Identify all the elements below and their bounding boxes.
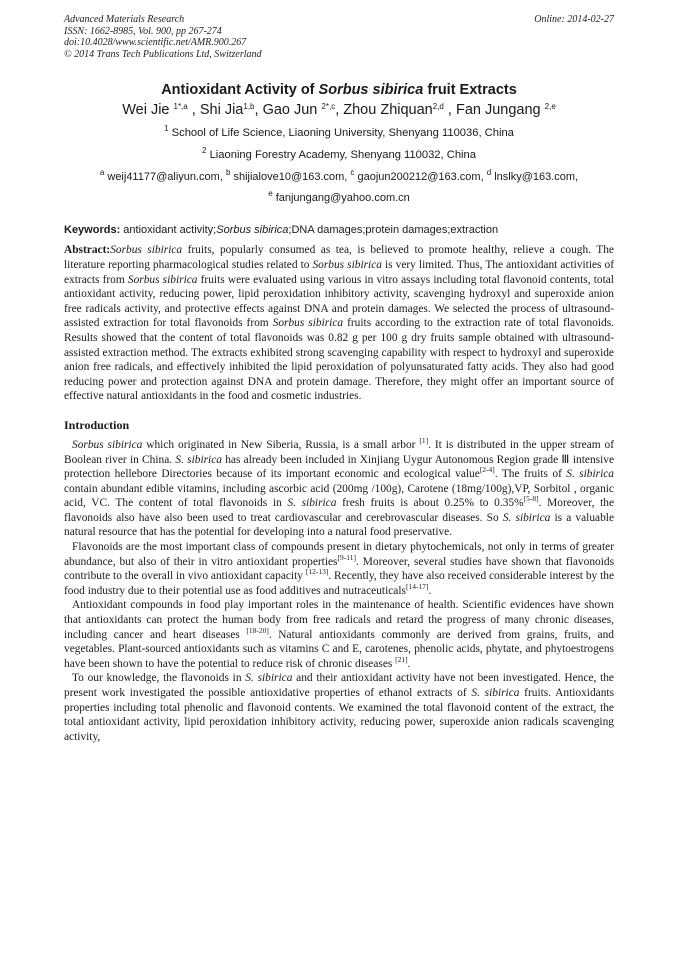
- paragraph: Antioxidant compounds in food play important roles in the maintenance of health. Scientific evidences have shown that antioxidants can protect the human body from free radicals and retard the progress of many chronic diseases, including cancer and heart diseases [18-20]. Natural antioxidants commonly are derived from grains, fruits, and vegetables. Plant-sourced antioxidants such as vitamins C and E, carotenes, phenolic acids, phytate, and phytoestrogens have been shown to have the potential to reduce risk of chronic diseases [21].: [64, 599, 614, 670]
- copyright-line: © 2014 Trans Tech Publications Ltd, Switzerland: [64, 48, 262, 60]
- author: Wei Jie: [122, 102, 174, 119]
- issn-line: ISSN: 1662-8985, Vol. 900, pp 267-274: [64, 25, 222, 37]
- abstract: Abstract:Sorbus sibirica fruits, popularly consumed as tea, is believed to promote healthy, relieve a cough. The literature reporting pharmacological studies related to Sorbus sibirica is very limited. Thus, The antioxidant activities of extracts from Sorbus sibirica fruits were evaluated using various in vitro assays including total flavonoid contents, total antioxidant activity, reducing power, lipid peroxidation inhibitory activity, scavenging hydroxyl and superoxide anion free radicals activity, and protective effects against DNA and protein damages. We selected the process of ultrasound-assisted extraction for total flavonoids from Sorbus sibirica fruits according to the extraction rate of total flavonoids. Results showed that the content of total flavonoids was 0.82 g per 100 g dry fruits sample obtained with ultrasound-assisted extraction method. The extracts exhibited strong scavenging capability with respect to hydroxyl and superoxide anion free radicals, and effectively inhibited the lipid peroxidation of polyunsaturated fatty acids. They also had good reducing power and protection against DNA and protein damage. Therefore, they might offer an important source of effective natural antioxidants in the food and cosmetic industries.: [64, 244, 614, 403]
- paragraph: Sorbus sibirica which originated in New Siberia, Russia, is a small arbor [1]. It is distributed in the upper stream of Boolean river in China. S. sibirica has already been included in Xinjiang Uygur Autonomous Region grade Ⅲ intensive protection hellebore Directories because of its important economic and ecological value[2-4]. The fruits of S. sibirica contain abundant edible vitamins, including ascorbic acid (200mg /100g), Carotene (18mg/100g),VP, Sorbitol , organic acid, VC. The content of total flavonoids in S. sibirica fresh fruits is about 0.25% to 0.35%[5-8]. Moreover, the flavonoids also have also been used to treat cardiovascular and cerebrovascular diseases. So S. sibirica is a valuable natural resource that has the potential for developing into a natural food preservative.: [64, 435, 615, 539]
- online-date: Online: 2014-02-27: [534, 14, 614, 25]
- author: Fan Jungang: [455, 102, 545, 119]
- paper-title: Antioxidant Activity of Sorbus sibirica fruit Extracts: [161, 82, 517, 99]
- author: Zhou Zhiquan: [343, 102, 433, 119]
- section-heading-introduction: Introduction: [64, 417, 130, 432]
- affiliation-1: $^1$ School of Life Science, Liaoning University, Shenyang 110036, China: [164, 124, 514, 140]
- affiliation-2: $^2$ Liaoning Forestry Academy, Shenyang 110032, China: [202, 146, 476, 162]
- keywords: Keywords: antioxidant activity;Sorbus sibirica;DNA damages;protein damages;extraction: [64, 224, 499, 237]
- paragraph: To our knowledge, the flavonoids in S. sibirica and their antioxidant activity have not been investigated. Hence, the present work investigated the possible antioxidative properties of ethanol extracts of S. sibirica fruits. Antioxidants properties including total phenolic and flavonoid contents. We examined the total flavonoid content of the extract, the total antioxidant activity, lipid peroxidation inhibitory activity, reducing power, superoxide anion radicals scavenging activity,: [64, 672, 615, 743]
- paragraph: Flavonoids are the most important class of compounds present in dietary phytochemicals, not only in terms of greater abundance, but also of their in vitro antioxidant properties[9-11]. Moreover, several studies have shown that flavonoids contribute to the overall in vivo antioxidant capacity [12-13]. Recently, they have also received considerable interest by the food industry due to their potential use as food additives and nutraceuticals[14-17].: [64, 541, 614, 597]
- journal-header: [64, 14, 614, 60]
- doi-line: doi:10.4028/www.scientific.net/AMR.900.267: [64, 37, 247, 49]
- author: Gao Jun: [262, 102, 322, 119]
- introduction-body: [64, 435, 615, 744]
- author-list: Wei Jie $^{1*,a}$ , Shi Jia$^{1,b}$, Gao Jun $^{2*,c}$, Zhou Zhiquan$^{2,d}$ , Fan Jungang $^{2,e}$: [122, 102, 556, 119]
- journal-name: Advanced Materials Research: [64, 14, 185, 25]
- author-emails: $^a$ weij41177@aliyun.com, $^b$ shijialove10@163.com, $^c$ gaojun200212@163.com, $^d$ lnslky@163.com, $^e$ fanjungang@yahoo.com.cn: [99, 168, 579, 205]
- author: Shi Jia: [199, 102, 244, 119]
